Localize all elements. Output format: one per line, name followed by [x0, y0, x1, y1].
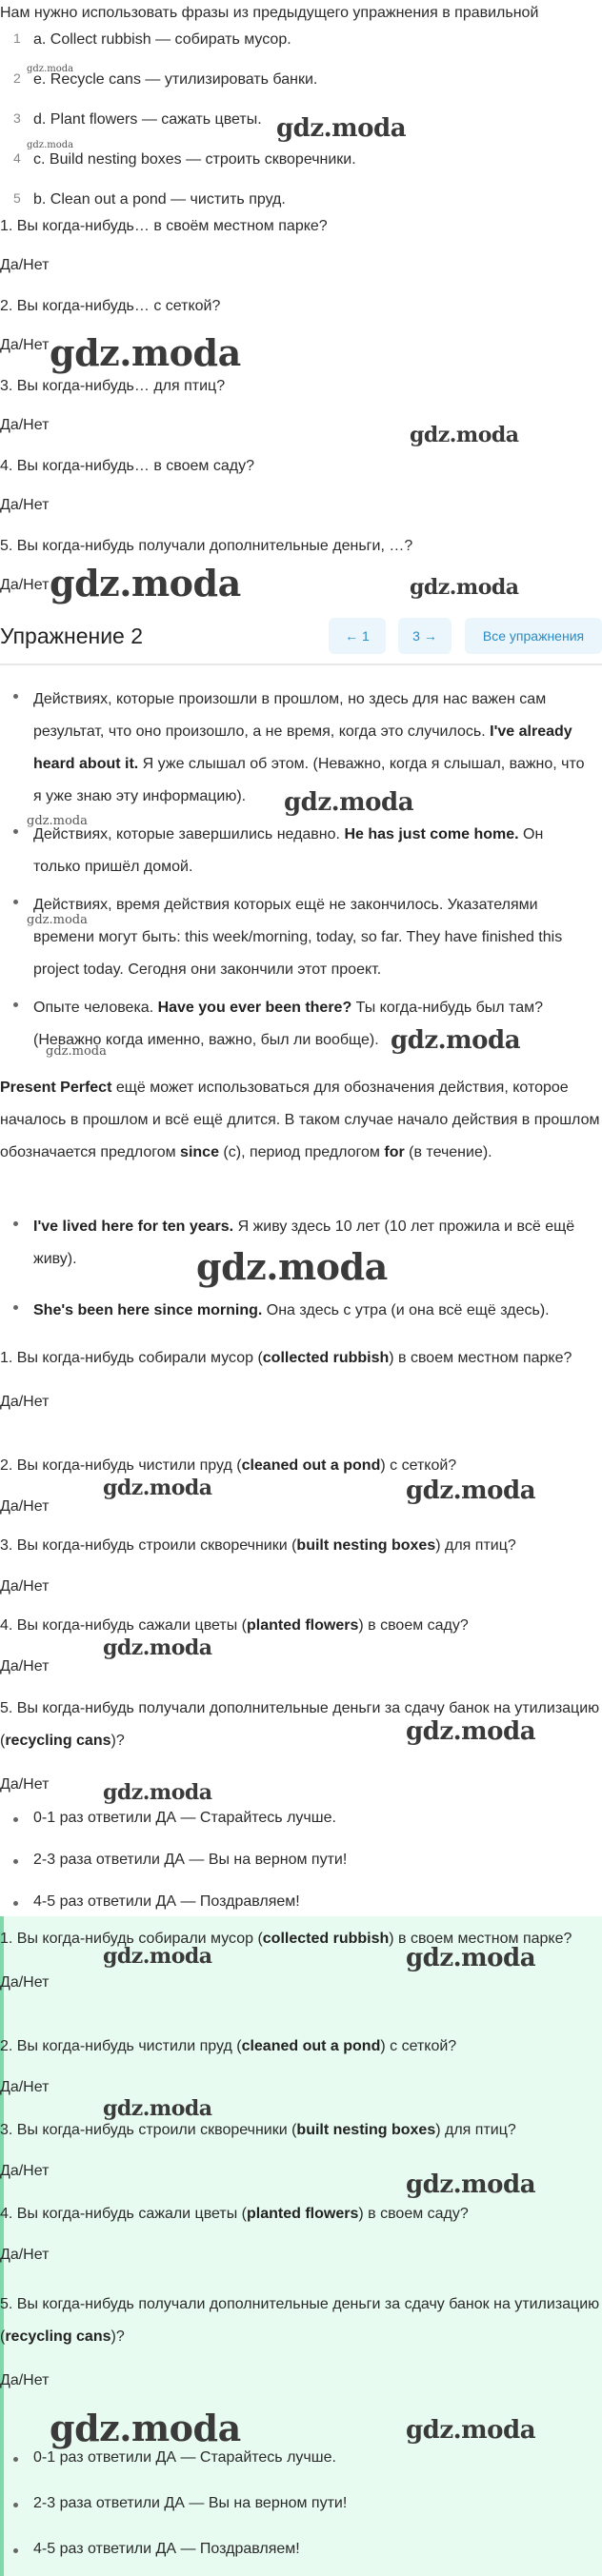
question: 5. Вы когда-нибудь получали дополнительные деньги, …?: [0, 538, 413, 554]
exercise-header: [0, 610, 602, 660]
text: Я уже слышал об этом. (Неважно, когда я слышал, важно, что я уже знаю эту информацию).: [33, 756, 585, 804]
text: (в течение).: [404, 1144, 492, 1160]
text: 3. Вы когда-нибудь строили скворечники (: [0, 2122, 297, 2138]
bullet-dot: [13, 1221, 18, 1226]
bullet-text: Действиях, время действия которых ещё не закончилось. Указателями времени могут быть: this week/morning, today, so far. They have finished this project today. Сегодня они закончили этот проект.: [33, 897, 563, 978]
watermark: gdz.moda: [50, 2407, 241, 2449]
bullet-dot: [13, 694, 18, 699]
text: Опыте человека.: [33, 1000, 158, 1016]
text: Действиях, которые произошли в прошлом, но здесь для нас важен сам результат, что оно произошло, а не время, когда это случилось.: [33, 691, 547, 740]
prev-exercise-button[interactable]: ← 1: [329, 618, 386, 654]
term: collected rubbish: [262, 1931, 390, 1947]
watermark: gdz.moda: [196, 1245, 388, 1288]
text: ) с сеткой?: [380, 2038, 457, 2054]
text: 1. Вы когда-нибудь собирали мусор (: [0, 1350, 263, 1366]
text: 5. Вы когда-нибудь получали дополнительные деньги за сдачу банок на утилизацию (: [0, 1700, 600, 1749]
list-item: [0, 29, 602, 69]
list-number: 5: [13, 190, 21, 206]
divider: [0, 664, 602, 665]
text: Я живу здесь 10 лет (10 лет прожила и всё ещё живу).: [33, 1219, 575, 1267]
bullet-dot: [13, 1305, 18, 1310]
bullet-dot: [13, 829, 18, 834]
watermark: gdz.moda: [410, 575, 519, 600]
watermark: gdz.moda: [50, 562, 241, 604]
question: [0, 2289, 602, 2353]
text: ещё может использоваться для обозначения действия, которое началось в прошлом и всё ещё длится. В таком случае начало действия в прошлом обозначается предлогом: [0, 1080, 600, 1160]
term: recycling cans: [5, 1733, 111, 1749]
question: [0, 1615, 602, 1638]
answer: Да/Нет: [0, 1657, 50, 1674]
text: ) в своем саду?: [358, 1617, 469, 1634]
question-block-5: [0, 1693, 602, 1805]
question: [0, 2203, 602, 2227]
term: Present Perfect: [0, 1080, 112, 1096]
answer-question-2: [0, 2035, 602, 2100]
watermark: gdz.moda: [103, 2096, 212, 2121]
list-text: e. Recycle cans — утилизировать банки.: [33, 71, 318, 88]
watermark: gdz.moda: [406, 2170, 536, 2199]
example-en: She's been here since morning.: [33, 1302, 263, 1318]
list-number: 4: [13, 150, 21, 166]
term: since: [180, 1144, 219, 1160]
watermark: gdz.moda: [406, 1944, 536, 1972]
question: [0, 1455, 602, 1478]
example-en: I've already heard about it.: [33, 723, 572, 772]
answer: Да/Нет: [0, 1497, 50, 1515]
all-exercises-button[interactable]: Все упражнения: [465, 618, 602, 654]
watermark: gdz.moda: [406, 2416, 536, 2445]
answer: Да/Нет: [0, 336, 50, 353]
answer: Да/Нет: [0, 1577, 50, 1595]
answer: Да/Нет: [0, 496, 50, 513]
answer: Да/Нет: [0, 416, 50, 433]
question-block-4: [0, 1615, 602, 1679]
list-number: 3: [13, 110, 21, 126]
text: ) в своем саду?: [358, 2206, 469, 2222]
text: ) в своем местном парке?: [389, 1931, 572, 1947]
text: Ты когда-нибудь был там? (Неважно когда именно, важно, был ли вообще).: [33, 1000, 543, 1048]
term: for: [384, 1144, 405, 1160]
example-en: He has just come home.: [344, 826, 519, 842]
watermark-small: gdz.moda: [27, 814, 88, 828]
text: 4. Вы когда-нибудь сажали цветы (: [0, 1617, 248, 1634]
watermark: gdz.moda: [103, 1635, 212, 1660]
text: )?: [110, 2328, 125, 2345]
question: 2. Вы когда-нибудь… с сеткой?: [0, 298, 221, 314]
question: 1. Вы когда-нибудь… в своём местном парке?: [0, 218, 328, 234]
watermark: gdz.moda: [103, 1944, 212, 1969]
bullet-dot: [13, 1817, 18, 1822]
text: 4. Вы когда-нибудь сажали цветы (: [0, 2206, 248, 2222]
text: 5. Вы когда-нибудь получали дополнительные деньги за сдачу банок на утилизацию (: [0, 2296, 600, 2345]
answer-question-5: [0, 2289, 602, 2397]
list-number: 2: [13, 70, 21, 86]
question-block-1: [0, 1342, 602, 1418]
result-text: 4-5 раз ответили ДА — Поздравляем!: [33, 2541, 300, 2557]
result-text: 0-1 раз ответили ДА — Старайтесь лучше.: [33, 2449, 336, 2466]
answer-question-4: [0, 2203, 602, 2268]
watermark-small: gdz.moda: [27, 64, 74, 74]
question: [0, 2035, 602, 2059]
watermark-small: gdz.moda: [46, 1044, 107, 1059]
answer: Да/Нет: [0, 1974, 50, 1991]
exercise-title: Упражнение 2: [0, 624, 144, 648]
term: planted flowers: [247, 2206, 359, 2222]
term: cleaned out a pond: [241, 2038, 381, 2054]
bullet-dot: [13, 1859, 18, 1864]
watermark: gdz.moda: [103, 1476, 212, 1500]
question: [0, 2119, 602, 2143]
term: planted flowers: [247, 1617, 359, 1634]
bullet-dot: [13, 1901, 18, 1906]
term: recycling cans: [5, 2328, 111, 2345]
list-text: a. Collect rubbish — собирать мусор.: [33, 31, 291, 48]
example-en: I've lived here for ten years.: [33, 1219, 234, 1235]
question: 4. Вы когда-нибудь… в своем саду?: [0, 458, 254, 474]
next-exercise-button[interactable]: 3 →: [398, 618, 452, 654]
bullet-dot: [13, 2503, 18, 2507]
answer: Да/Нет: [0, 256, 50, 273]
watermark: gdz.moda: [103, 1780, 212, 1805]
list-number: 1: [13, 30, 21, 46]
text: ) для птиц?: [435, 1537, 516, 1554]
answer: Да/Нет: [0, 576, 50, 593]
text: 2. Вы когда-нибудь чистили пруд (: [0, 2038, 242, 2054]
watermark: gdz.moda: [50, 331, 241, 374]
list-text: d. Plant flowers — сажать цветы.: [33, 111, 262, 128]
question-block-4: [0, 455, 602, 518]
answer: Да/Нет: [0, 2162, 50, 2179]
intro-text: Нам нужно использовать фразы из предыдущего упражнения в правильной: [0, 5, 539, 21]
text: 2. Вы когда-нибудь чистили пруд (: [0, 1457, 242, 1474]
list-item: [0, 69, 602, 109]
bullet-dot: [13, 2548, 18, 2553]
answer: Да/Нет: [0, 1394, 50, 1410]
term: cleaned out a pond: [241, 1457, 381, 1474]
result-text: 2-3 раза ответили ДА — Вы на верном пути!: [33, 1852, 348, 1868]
text: ) с сеткой?: [380, 1457, 457, 1474]
question-block-1: [0, 215, 602, 278]
result-text: 2-3 раза ответили ДА — Вы на верном пути!: [33, 2495, 348, 2511]
text: )?: [110, 1733, 125, 1749]
present-perfect-paragraph: [0, 1072, 602, 1169]
result-text: 4-5 раз ответили ДА — Поздравляем!: [33, 1893, 300, 1910]
bullet-text: [33, 1295, 594, 1327]
question-block-3: [0, 1535, 602, 1599]
bullet-dot: [13, 900, 18, 904]
bullet-dot: [13, 1002, 18, 1007]
watermark: gdz.moda: [276, 114, 407, 143]
list-item: [0, 149, 602, 188]
term: collected rubbish: [262, 1350, 390, 1366]
answer: Да/Нет: [0, 2246, 50, 2263]
result-text: 0-1 раз ответили ДА — Старайтесь лучше.: [33, 1810, 336, 1826]
bullet-text: [33, 819, 594, 883]
answer: Да/Нет: [0, 2078, 50, 2095]
text: 3. Вы когда-нибудь строили скворечники (: [0, 1537, 297, 1554]
text: Он только пришёл домой.: [33, 826, 544, 875]
question: [0, 1535, 602, 1558]
example-en: Have you ever been there?: [157, 1000, 352, 1016]
text: ) для птиц?: [435, 2122, 516, 2138]
bullet-dot: [13, 2457, 18, 2462]
watermark-small: gdz.moda: [27, 913, 88, 927]
watermark: gdz.moda: [406, 1717, 536, 1746]
list-text: b. Clean out a pond — чистить пруд.: [33, 191, 286, 208]
watermark-small: gdz.moda: [27, 140, 74, 150]
answer: Да/Нет: [0, 1776, 50, 1793]
text: (с), период предлогом: [218, 1144, 385, 1160]
watermark: gdz.moda: [406, 1476, 536, 1505]
text: ) в своем местном парке?: [389, 1350, 572, 1366]
term: built nesting boxes: [296, 2122, 436, 2138]
question: 3. Вы когда-нибудь… для птиц?: [0, 378, 226, 394]
term: built nesting boxes: [296, 1537, 436, 1554]
watermark: gdz.moda: [410, 423, 519, 447]
question: [0, 1342, 602, 1375]
text: 1. Вы когда-нибудь собирали мусор (: [0, 1931, 263, 1947]
text: Действиях, которые завершились недавно.: [33, 826, 345, 842]
watermark: gdz.moda: [391, 1026, 521, 1055]
watermark: gdz.moda: [284, 788, 414, 817]
answer: Да/Нет: [0, 2372, 50, 2388]
text: Она здесь с утра (и она всё ещё здесь).: [262, 1302, 550, 1318]
list-text: c. Build nesting boxes — строить скворечники.: [33, 151, 356, 168]
